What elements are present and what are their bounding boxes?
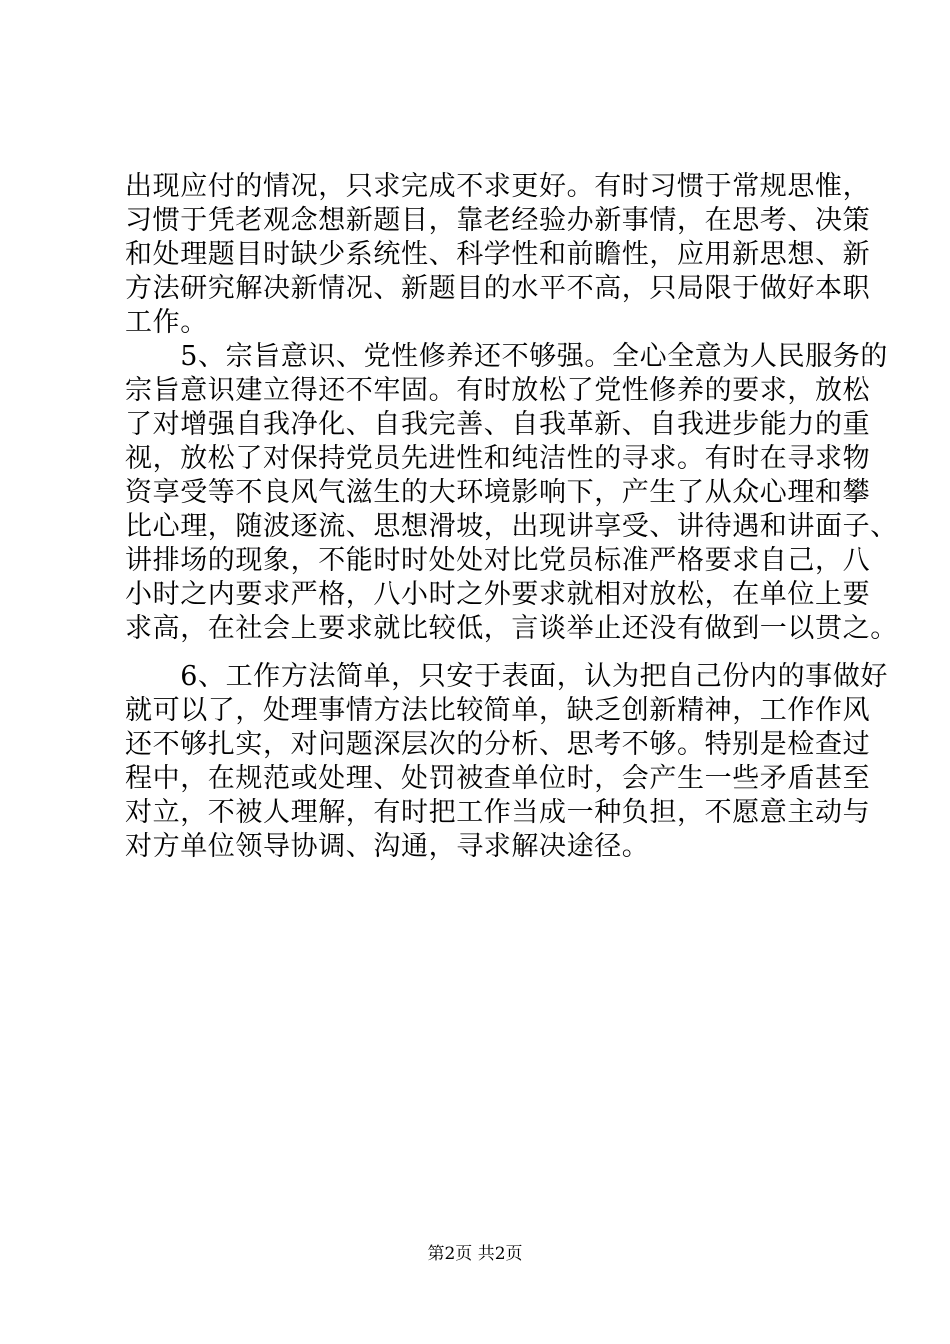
text-line: 讲排场的现象，不能时时处处对比党员标准严格要求自己，八: [125, 545, 871, 576]
text-line: 对立，不被人理解，有时把工作当成一种负担，不愿意主动与: [125, 797, 871, 828]
text-line: 出现应付的情况，只求完成不求更好。有时习惯于常规思惟，: [125, 171, 871, 202]
text-line: 5、宗旨意识、党性修养还不够强。全心全意为人民服务的: [125, 341, 888, 372]
text-line: 视，放松了对保持党员先进性和纯洁性的寻求。有时在寻求物: [125, 443, 871, 474]
text-line: 资享受等不良风气滋生的大环境影响下，产生了从众心理和攀: [125, 477, 871, 508]
text-line: 宗旨意识建立得还不牢固。有时放松了党性修养的要求，放松: [125, 375, 871, 406]
text-line: 还不够扎实，对问题深层次的分析、思考不够。特别是检查过: [125, 729, 871, 760]
text-line: 和处理题目时缺少系统性、科学性和前瞻性，应用新思想、新: [125, 239, 871, 270]
text-line: 方法研究解决新情况、新题目的水平不高，只局限于做好本职: [125, 273, 871, 304]
text-line: 小时之内要求严格，八小时之外要求就相对放松，在单位上要: [125, 579, 871, 610]
page-footer: 第2页 共2页: [427, 1244, 523, 1264]
text-line: 程中，在规范或处理、处罚被查单位时，会产生一些矛盾甚至: [125, 763, 871, 794]
text-line: 习惯于凭老观念想新题目，靠老经验办新事情，在思考、决策: [125, 205, 871, 236]
text-line: 工作。: [125, 307, 208, 338]
text-line: 求高，在社会上要求就比较低，言谈举止还没有做到一以贯之。: [125, 613, 898, 644]
text-line: 对方单位领导协调、沟通，寻求解决途径。: [125, 831, 650, 862]
text-line: 了对增强自我净化、自我完善、自我革新、自我进步能力的重: [125, 409, 871, 440]
text-line: 就可以了，处理事情方法比较简单，缺乏创新精神，工作作风: [125, 695, 871, 726]
text-line: 比心理，随波逐流、思想滑坡，出现讲享受、讲待遇和讲面子、: [125, 511, 898, 542]
text-line: 6、工作方法简单，只安于表面，认为把自己份内的事做好: [125, 661, 888, 692]
